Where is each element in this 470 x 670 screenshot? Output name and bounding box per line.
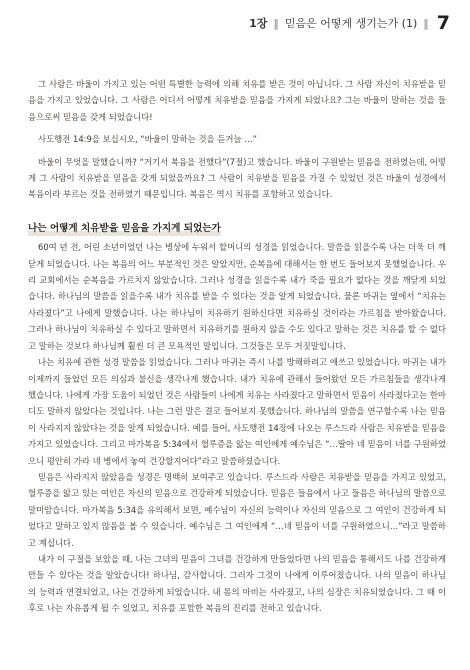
- page-number: 7: [436, 12, 450, 34]
- paragraph: 믿음은 사라지지 않았음을 성경은 명백히 보여주고 있습니다. 루스드라 사람은 치유받을 믿음을 가지고 있었고, 혈루증을 앓고 있는 여인은 자신의 믿음으로 건강하게 되었습니다. 믿음은 들음에서 나고 들음은 하나님의 말씀으로 말미암습니다. 마가복음 5:34을 유의해서 보면, 예수님이 자신의 능력이나 자신의 믿음으로 그 여인이 건강하게 되었다고 말하고 있지 않음을 볼 수 있습니다. 예수님은 그 여인에게 “…네 믿음이 너를 구원하였으니…”라고 말씀하고 계십니다.: [28, 471, 446, 548]
- running-header: [249, 12, 450, 34]
- paragraph: 60여 년 전, 어린 소년이었던 나는 병상에 누워서 할머니의 성경을 읽었습니다. 말씀을 읽을수록 나는 더욱 더 깨닫게 되었습니다. 나는 복음의 어느 부분적인 것은 알았지만, 순복음에 대해서는 한 번도 들어보지 못했었습니다. 우리 교회에서는 순복음을 가르치지 않았습니다. 그러나 성경을 읽을수록 내가 죽을 필요가 없다는 것을 깨닫게 되었습니다. 하나님의 말씀을 읽을수록 내가 치유를 받을 수 있다는 것을 알게 되었습니다. 물론 마귀는 옆에서 “치유는 사라졌다”고 나에게 말했습니다. 나는 하나님이 치유하기 원하신다면 치유하실 것이라는 가르침을 받아왔습니다. 그러나 하나님이 치유하실 수 있다고 말하면서 치유하기를 원하지 않을 수도 있다고 말하는 것은 치유를 할 수 없다고 말하는 것보다 하나님께 훨씬 더 큰 모욕적인 말입니다. 그것들은 모두 거짓말입니다.: [28, 242, 446, 351]
- paragraph: 내가 이 구절을 보았을 때, 나는 그녀의 믿음이 그녀를 건강하게 만들었다면 나의 믿음을 통해서도 나를 건강하게 만들 수 있다는 것을 알았습니다! 하나님, 감사합니다. 그러자 그것이 나에게 이루어졌습니다. 나의 믿음이 하나님의 능력과 연결되었고, 나는 건강하게 되었습니다. 내 몸의 마비는 사라졌고, 나의 심장은 치유되었습니다. 그 때 이후로 나는 자유롭게 될 수 있었고, 치유를 포함한 복음의 진리를 전하고 있습니다.: [28, 553, 446, 614]
- paragraph: 사도행전 14:9을 보십시오, “바울이 말하는 것을 듣거늘 …”: [38, 134, 257, 145]
- section-heading: 나는 어떻게 치유받을 믿음을 가지게 되었는가: [28, 221, 221, 237]
- paragraph: 그 사람은 바울이 가지고 있는 어떤 특별한 능력에 의해 치유를 받은 것이 아닙니다. 그 사람 자신이 치유받을 믿음을 가지고 있었습니다. 그 사람은 어디서 어떻게 치유받을 믿음을 가지게 되었나요? 그는 바울이 말하는 것을 들음으로써 믿음을 갖게 되었습니다!: [28, 79, 446, 122]
- paragraph: 나는 치유에 관한 성경 말씀을 읽었습니다. 그러나 마귀는 즉시 나를 방해하려고 애쓰고 있었습니다. 마귀는 내가 이제까지 들었던 모든 의심과 불신을 생각나게 했습니다. 내가 치유에 관해서 들어왔던 모든 가르침들을 생각나게 했습니다. 나에게 가장 도움이 되었던 것은 사람들이 나에게 치유는 사라졌다고 말하면서 믿음이 사라졌다고는 한마디도 말하지 않았다는 것입니다. 나는 그런 말은 결코 들어보지 못했습니다. 하나님의 말씀을 연구할수록 나는 믿음이 사라지지 않았다는 것을 알게 되었습니다. 예를 들어, 사도행전 14장에 나오는 루스드라 사람은 치유받을 믿음을 가지고 있었습니다. 그리고 마가복음 5:34에서 혈루증을 앓는 여인에게 예수님은 “…딸아 네 믿음이 너를 구원하였으니 평안히 가라 네 병에서 놓여 건강할지어다”라고 말씀하셨습니다.: [28, 357, 446, 466]
- header-separator-2: ‖: [423, 16, 429, 30]
- chapter-title: 믿음은 어떻게 생기는가 (1): [284, 17, 418, 30]
- paragraph: 바울이 무엇을 말했습니까? “거기서 복음을 전했다”(7절)고 했습니다. 바울이 구원받는 믿음을 전하였는데, 어떻게 그 사람이 치유받을 믿음을 갖게 되었을까요? 그 사람이 치유받을 믿음을 가질 수 있었던 것은 바울이 성경에서 복음이라 부르는 것을 전하였기 때문입니다. 복음은 역시 치유를 포함하고 있습니다.: [28, 156, 446, 200]
- page-body: [28, 76, 446, 617]
- header-separator: ‖: [273, 16, 279, 30]
- chapter-label: 1장: [249, 17, 268, 30]
